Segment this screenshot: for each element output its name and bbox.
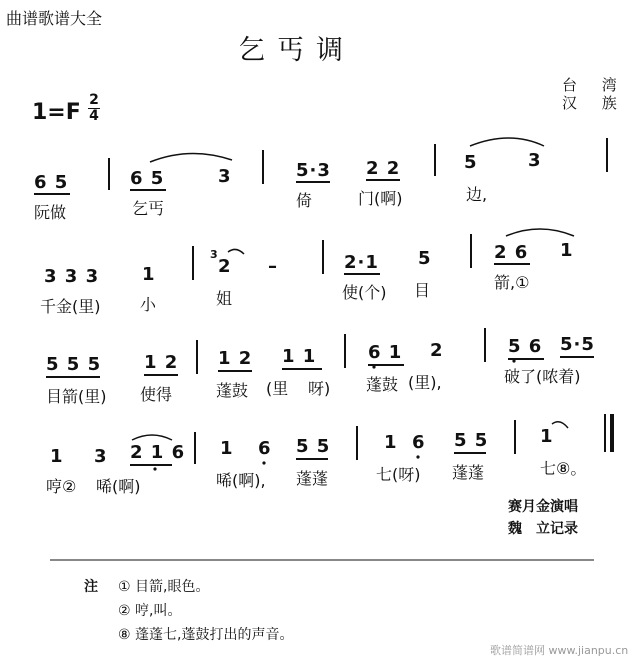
underline xyxy=(130,189,166,191)
bar-line xyxy=(196,340,198,374)
lyric: 呀) xyxy=(308,379,331,398)
slur xyxy=(228,249,244,254)
note-group: 2·1 xyxy=(344,252,379,273)
notes-label: 注 xyxy=(84,579,98,595)
lyric: 七⑧。 xyxy=(540,459,587,478)
underline xyxy=(218,370,252,372)
time-bottom: 4 xyxy=(89,108,99,124)
note-group: 5 6 xyxy=(508,336,543,357)
lyric: 边, xyxy=(466,185,488,204)
note-group: 1 xyxy=(142,264,156,285)
underline xyxy=(46,376,100,378)
low-octave-dot xyxy=(416,455,419,458)
note-group: 1 2 xyxy=(218,348,253,369)
underline xyxy=(508,358,544,360)
note-group: 5 5 xyxy=(454,430,489,451)
note-group: 5·5 xyxy=(560,334,595,355)
note-group: 6 1 xyxy=(368,342,403,363)
lyric: 阮做 xyxy=(34,203,67,222)
note-group: 2 2 xyxy=(366,158,401,179)
note-group: 2 xyxy=(218,256,232,277)
bar-line xyxy=(434,144,436,176)
lyric: 蓬鼓 xyxy=(366,375,399,394)
low-octave-dot xyxy=(512,359,515,362)
bar-line xyxy=(322,240,324,274)
footnote: ⑧ 蓬蓬七,蓬鼓打出的声音。 xyxy=(118,627,294,643)
footnote: ① 目箭,眼色。 xyxy=(118,579,210,595)
time-top: 2 xyxy=(89,92,99,108)
note-group: – xyxy=(268,256,278,277)
note-group: 1 xyxy=(50,446,64,467)
lyric: 目箭(里) xyxy=(46,387,107,406)
time-signature xyxy=(88,93,100,124)
note-group: 5·3 xyxy=(296,160,331,181)
note-group: 5 5 xyxy=(296,436,331,457)
performer-credit: 赛月金演唱 xyxy=(508,499,578,515)
lyric: 目 xyxy=(414,281,431,300)
lyric: 哼② xyxy=(46,477,77,496)
note-group: 5 xyxy=(418,248,432,269)
bar-line xyxy=(194,432,196,464)
lyric: 七(呀) xyxy=(376,465,421,484)
bar-line xyxy=(470,234,472,268)
slur xyxy=(506,229,574,236)
lyric: 蓬鼓 xyxy=(216,381,249,400)
underline xyxy=(560,356,594,358)
note-group: 2 xyxy=(430,340,444,361)
lyric: 姐 xyxy=(216,289,233,308)
note-group: 3 xyxy=(218,166,232,187)
note-group: 2 1 6 xyxy=(130,442,186,463)
note-group: 5 xyxy=(464,152,478,173)
low-octave-dot xyxy=(153,467,156,470)
bar-line xyxy=(108,158,110,190)
note-group: 1 xyxy=(560,240,574,261)
bar-line xyxy=(484,328,486,362)
note-group: 6 5 xyxy=(130,168,165,189)
underline xyxy=(296,181,330,183)
footnote: ② 哼,叫。 xyxy=(118,603,182,619)
final-bar-thick xyxy=(610,414,614,452)
slur xyxy=(470,138,544,146)
lyric: (里 xyxy=(266,379,289,398)
low-octave-dot xyxy=(262,461,265,464)
underline xyxy=(282,368,322,370)
lyric: 破了(哝着) xyxy=(504,367,581,386)
underline xyxy=(366,179,400,181)
bar-line xyxy=(514,420,516,454)
underline xyxy=(296,458,328,460)
note-group: 3 xyxy=(528,150,542,171)
origin-region: 台 湾 xyxy=(562,76,627,94)
bar-line xyxy=(356,426,358,460)
slur xyxy=(132,435,172,440)
bar-line xyxy=(262,150,264,184)
note-group: 3 xyxy=(94,446,108,467)
grace-note: 3 xyxy=(210,248,218,261)
key-signature: 1=F xyxy=(32,100,81,125)
underline xyxy=(368,364,404,366)
note-group: 2 6 xyxy=(494,242,529,263)
origin-ethnicity: 汉 族 xyxy=(562,94,627,112)
note-group: 6 5 xyxy=(34,172,69,193)
lyric: 倚 xyxy=(296,191,313,210)
lyric: 唏(啊), xyxy=(216,471,266,490)
underline xyxy=(144,374,178,376)
underline xyxy=(494,263,530,265)
lyric: 使得 xyxy=(140,385,173,404)
note-group: 1 2 xyxy=(144,352,179,373)
lyric: 小 xyxy=(140,295,157,314)
note-group: 5 5 5 xyxy=(46,354,102,375)
note-group: 1 xyxy=(540,426,554,447)
watermark: 歌谱简谱网 www.jianpu.cn xyxy=(490,644,629,657)
song-title: 乞丐调 xyxy=(238,35,355,66)
lyric: 乞丐 xyxy=(132,199,165,218)
bar-line xyxy=(192,246,194,280)
slur xyxy=(552,422,568,428)
bar-line xyxy=(606,138,608,172)
low-octave-dot xyxy=(372,365,375,368)
lyric: 门(啊) xyxy=(358,189,403,208)
underline xyxy=(34,193,70,195)
bar-line xyxy=(344,334,346,368)
slur xyxy=(150,153,232,162)
lyric: 使(个) xyxy=(342,283,387,302)
note-group: 3 3 3 xyxy=(44,266,100,287)
lyric: 蓬蓬 xyxy=(296,469,329,488)
lyric: (里), xyxy=(408,373,442,392)
lyric: 千金(里) xyxy=(40,297,101,316)
lyric: 唏(啊) xyxy=(96,477,141,496)
note-group: 1 xyxy=(384,432,398,453)
note-group: 6 xyxy=(412,432,426,453)
lyric: 蓬蓬 xyxy=(452,463,485,482)
note-group: 6 xyxy=(258,438,272,459)
note-group: 1 xyxy=(220,438,234,459)
underline xyxy=(454,452,486,454)
final-bar-thin xyxy=(604,414,606,452)
site-name: 曲谱歌谱大全 xyxy=(6,9,103,28)
underline xyxy=(130,464,172,466)
underline xyxy=(344,273,380,275)
recorder-credit: 魏 立记录 xyxy=(508,521,578,537)
note-group: 1 1 xyxy=(282,346,317,367)
lyric: 箭,① xyxy=(494,273,530,292)
